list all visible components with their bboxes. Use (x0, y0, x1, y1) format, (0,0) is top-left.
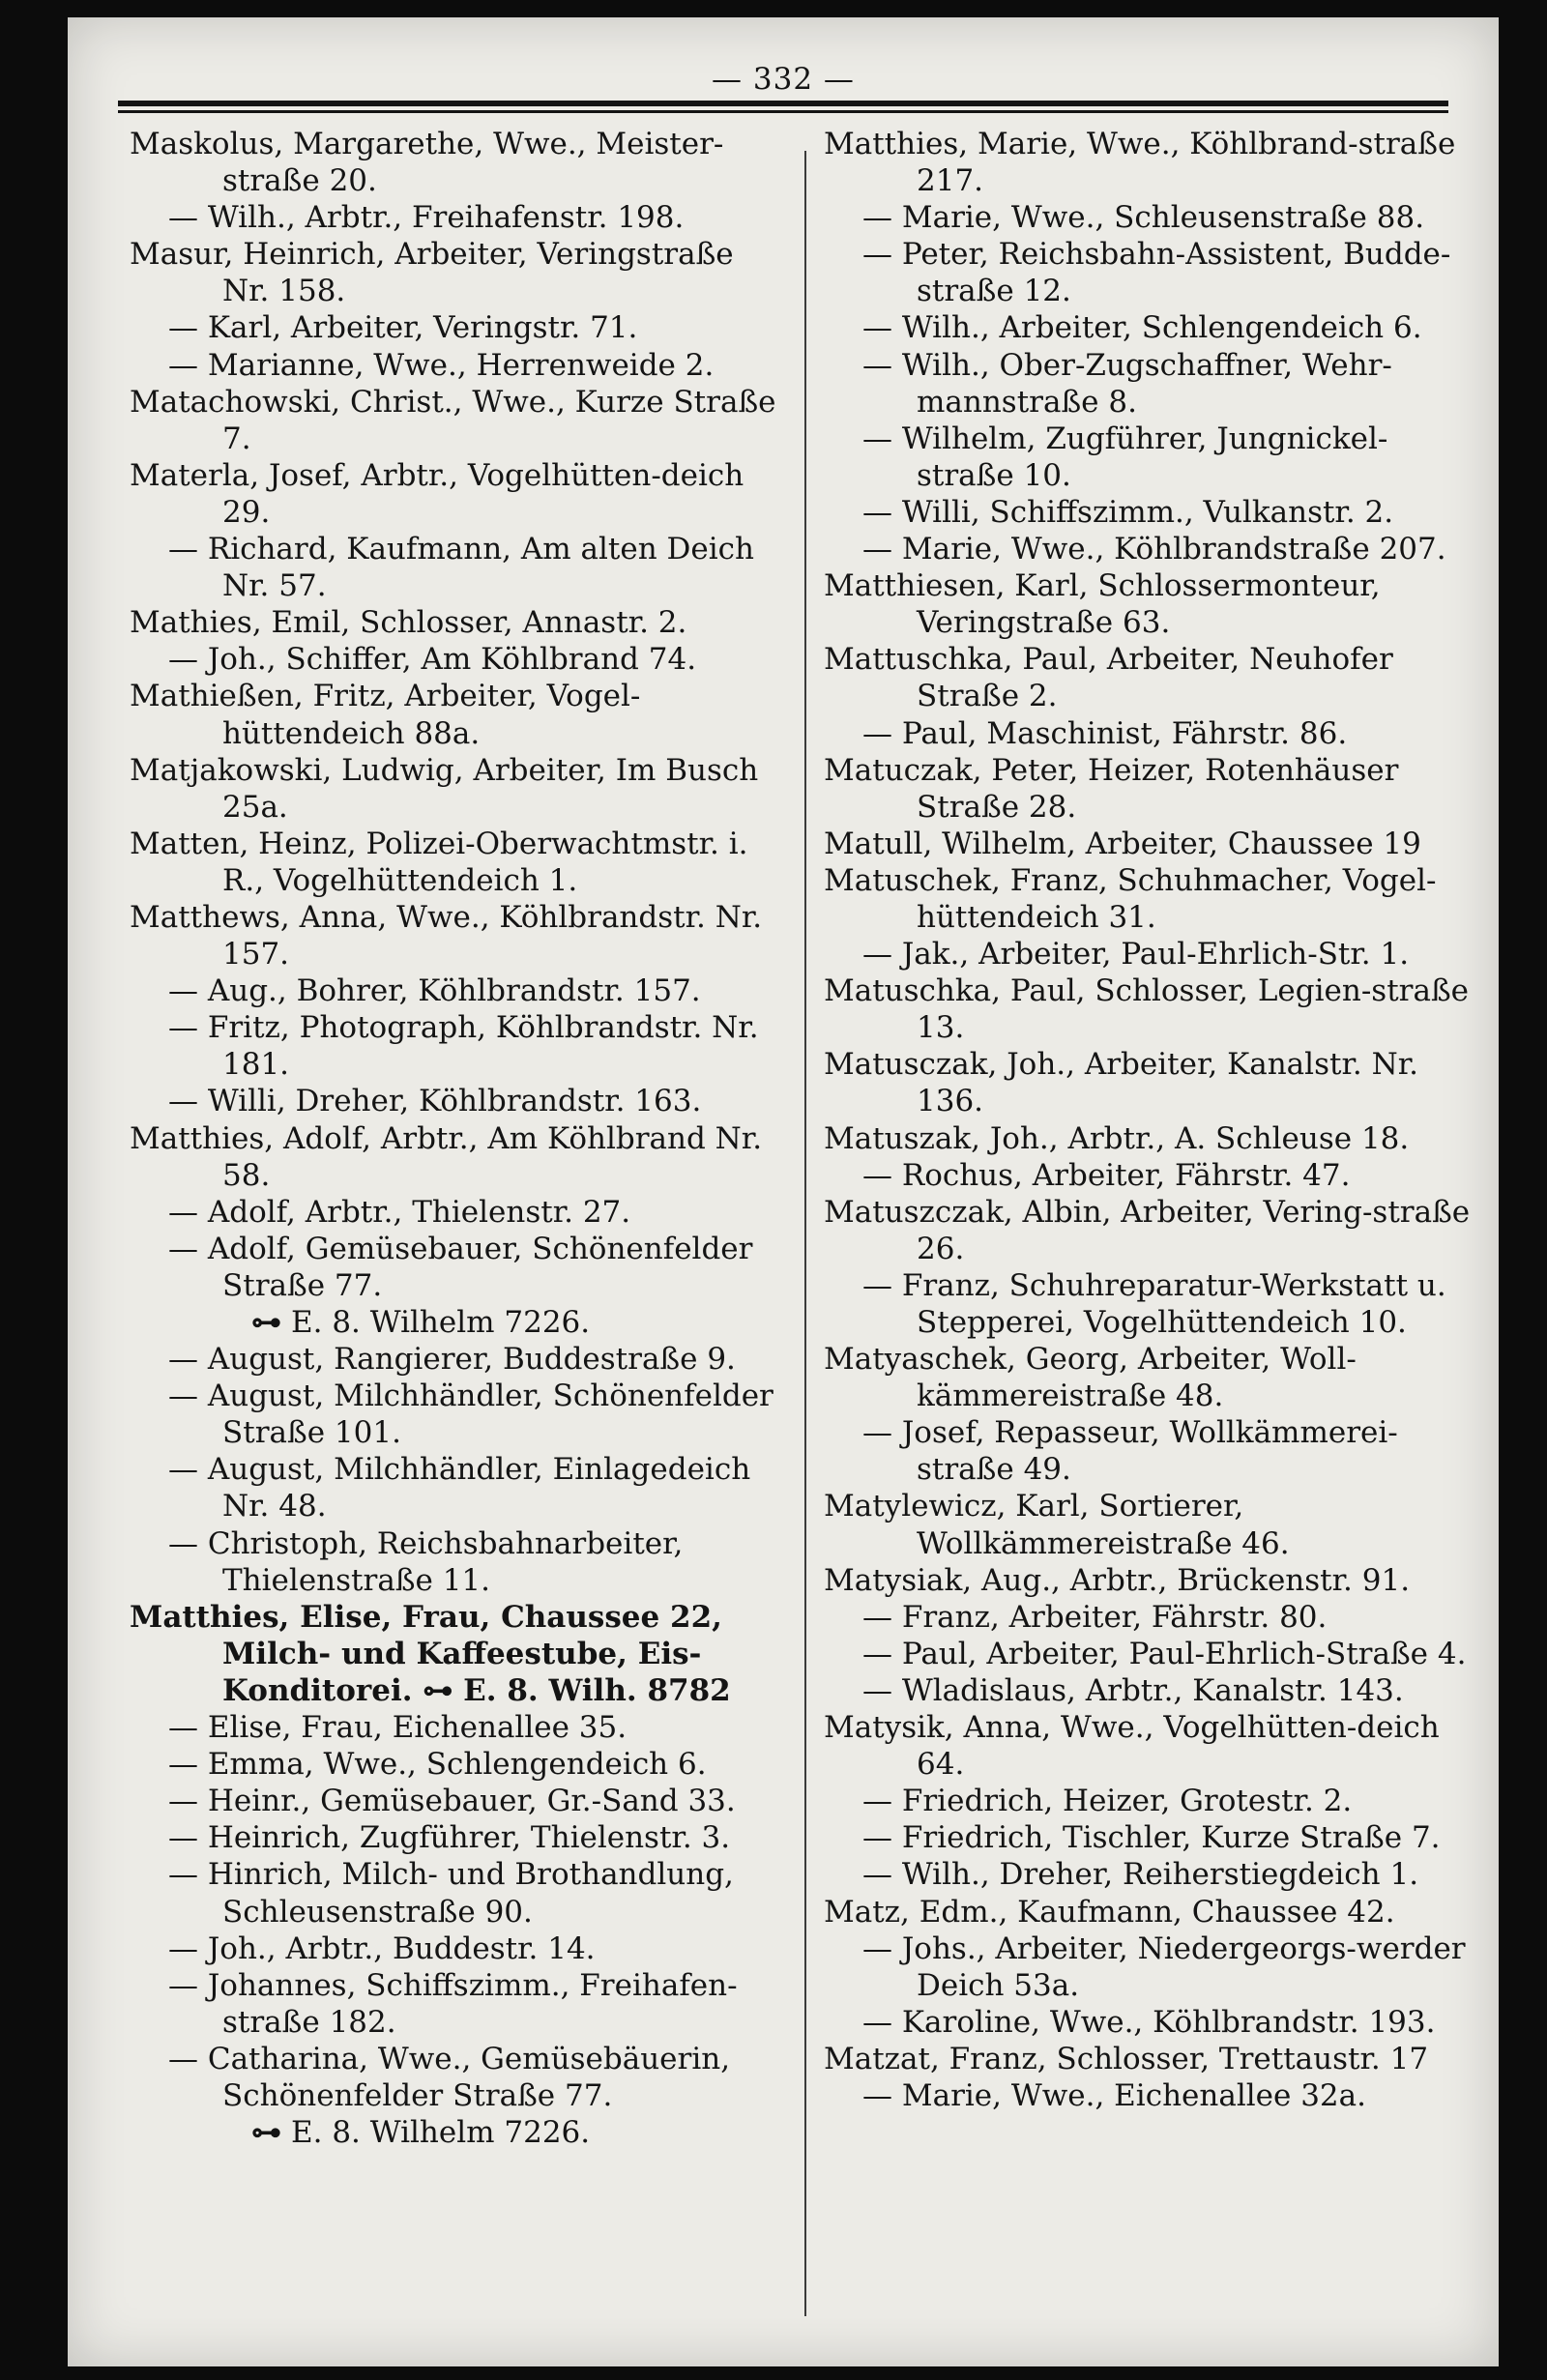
entry-text: Matull, Wilhelm, Arbeiter, Chaussee 19 (824, 826, 1421, 861)
entry-text: Matjakowski, Ludwig, Arbeiter, Im Busch 25a. (130, 752, 759, 825)
phone-line (130, 1304, 783, 1341)
directory-entry (130, 1231, 783, 1341)
entry-text: — Josef, Repasseur, Wollkämmerei-straße 49. (862, 1415, 1398, 1488)
entry-text: — Wilh., Arbtr., Freihafenstr. 198. (168, 200, 685, 236)
right-column (824, 126, 1481, 2114)
entry-text: Matylewicz, Karl, Sortierer, Wollkämmereistraße 46. (824, 1489, 1290, 1561)
entry-text: — Emma, Wwe., Schlengendeich 6. (168, 1747, 707, 1783)
directory-entry (130, 2041, 783, 2151)
directory-entry (824, 1819, 1481, 1856)
directory-entry (824, 1856, 1481, 1893)
directory-entry (824, 862, 1481, 936)
directory-entry (824, 641, 1481, 714)
directory-entry (824, 1267, 1481, 1341)
directory-entry (824, 1672, 1481, 1709)
entry-text: — Marie, Wwe., Köhlbrandstraße 207. (862, 532, 1446, 567)
entry-text: — Karoline, Wwe., Köhlbrandstr. 193. (862, 2004, 1436, 2040)
entry-text: — Fritz, Photograph, Köhlbrandstr. Nr. 181. (168, 1010, 759, 1083)
entry-text: — Heinr., Gemüsebauer, Gr.-Sand 33. (168, 1784, 736, 1819)
entry-text: — Marianne, Wwe., Herrenweide 2. (168, 347, 715, 383)
directory-entry (130, 309, 783, 346)
entry-text: — Wilh., Ober-Zugschaffner, Wehr-mannstraße 8. (862, 347, 1392, 420)
directory-entry (824, 1783, 1481, 1819)
directory-entry (824, 826, 1481, 862)
entry-text: Maskolus, Margarethe, Wwe., Meister-straße 20. (130, 127, 724, 199)
directory-entry (130, 1525, 783, 1599)
directory-entry (130, 1819, 783, 1856)
phone-line (130, 2114, 783, 2151)
entry-text: — Hinrich, Milch- und Brothandlung, Schleusenstraße 90. (168, 1857, 734, 1930)
entry-text: — August, Milchhändler, Einlagedeich Nr. 48. (168, 1452, 751, 1524)
directory-entry (824, 1709, 1481, 1783)
entry-text: — Paul, Arbeiter, Paul-Ehrlich-Straße 4. (862, 1636, 1467, 1671)
directory-entry (130, 1009, 783, 1083)
entry-text: — Johannes, Schiffszimm., Freihafen-straße 182. (168, 1967, 738, 2040)
directory-entry (824, 199, 1481, 236)
directory-entry (130, 1378, 783, 1451)
directory-entry (824, 1930, 1481, 2004)
entry-text: Matyaschek, Georg, Arbeiter, Woll-kämmereistraße 48. (824, 1342, 1357, 1414)
entry-text: — Richard, Kaufmann, Am alten Deich Nr. 57. (168, 532, 754, 604)
entry-text: — Friedrich, Heizer, Grotestr. 2. (862, 1784, 1353, 1819)
entry-text: — Heinrich, Zugführer, Thielenstr. 3. (168, 1820, 731, 1856)
telephone-icon: ⊶ (251, 2115, 281, 2151)
entry-text: — August, Rangierer, Buddestraße 9. (168, 1342, 736, 1378)
entry-text: — Adolf, Arbtr., Thielenstr. 27. (168, 1194, 631, 1230)
entry-text: — Wilhelm, Zugführer, Jungnickel-straße 10. (862, 421, 1388, 493)
entry-text: — Adolf, Gemüsebauer, Schönenfelder Straße 77. (168, 1231, 753, 1303)
entry-text: — Elise, Frau, Eichenallee 35. (168, 1710, 628, 1746)
header-rule-thin (118, 110, 1448, 113)
phone-number: E. 8. Wilhelm 7226. (291, 2115, 591, 2151)
directory-entry (824, 531, 1481, 567)
directory-entry (824, 2004, 1481, 2041)
entry-text: — Jak., Arbeiter, Paul-Ehrlich-Str. 1. (862, 937, 1410, 972)
directory-entry (824, 972, 1481, 1046)
directory-entry (130, 752, 783, 826)
entry-text: — Marie, Wwe., Eichenallee 32a. (862, 2077, 1366, 2113)
directory-entry (824, 1046, 1481, 1119)
entry-text: Matuczak, Peter, Heizer, Rotenhäuser Straße 28. (824, 752, 1399, 825)
page-number: — 332 — (712, 62, 855, 97)
entry-text: Matthies, Adolf, Arbtr., Am Köhlbrand Nr. 58. (130, 1120, 763, 1193)
entry-text: — Friedrich, Tischler, Kurze Straße 7. (862, 1820, 1441, 1856)
directory-entry (824, 715, 1481, 752)
directory-entry (824, 2077, 1481, 2114)
directory-entry (130, 236, 783, 309)
directory-entry (130, 678, 783, 751)
directory-page (68, 17, 1499, 2366)
entry-text: — Wilh., Dreher, Reiherstiegdeich 1. (862, 1857, 1419, 1893)
directory-entry (130, 1930, 783, 1967)
directory-entry (824, 1562, 1481, 1599)
telephone-icon: ⊶ (251, 1305, 281, 1340)
directory-entry (824, 309, 1481, 346)
directory-entry (824, 1599, 1481, 1636)
entry-text: Materla, Josef, Arbtr., Vogelhütten-deich 29. (130, 457, 744, 530)
entry-text: Mathießen, Fritz, Arbeiter, Vogel-hüttendeich 88a. (130, 679, 641, 751)
directory-entry (824, 1894, 1481, 1930)
directory-entry (824, 347, 1481, 421)
directory-entry (130, 1783, 783, 1819)
entry-text: Matthies, Marie, Wwe., Köhlbrand-straße 217. (824, 127, 1456, 199)
entry-text: — Willi, Schiffszimm., Vulkanstr. 2. (862, 494, 1394, 530)
directory-entry (130, 604, 783, 641)
entry-text: Mattuschka, Paul, Arbeiter, Neuhofer Straße 2. (824, 642, 1393, 714)
directory-entry (824, 567, 1481, 641)
entry-text: Matysik, Anna, Wwe., Vogelhütten-deich 64. (824, 1710, 1440, 1783)
directory-entry (130, 1599, 783, 1709)
directory-entry (130, 531, 783, 604)
entry-text: — Rochus, Arbeiter, Fährstr. 47. (862, 1157, 1351, 1193)
directory-entry (130, 126, 783, 199)
directory-entry (130, 972, 783, 1009)
entry-text: Matuschek, Franz, Schuhmacher, Vogel-hüttendeich 31. (824, 862, 1437, 935)
directory-entry (824, 752, 1481, 826)
entry-text: Matuszak, Joh., Arbtr., A. Schleuse 18. (824, 1120, 1410, 1156)
entry-text: — Franz, Schuhreparatur-Werkstatt u. Stepperei, Vogelhüttendeich 10. (862, 1267, 1446, 1340)
entry-text: Masur, Heinrich, Arbeiter, Veringstraße Nr. 158. (130, 237, 734, 309)
entry-text: Matachowski, Christ., Wwe., Kurze Straße 7. (130, 384, 776, 456)
entry-text: — Marie, Wwe., Schleusenstraße 88. (862, 200, 1425, 236)
directory-entry (824, 1341, 1481, 1414)
phone-number: E. 8. Wilhelm 7226. (291, 1305, 591, 1340)
entry-text: — August, Milchhändler, Schönenfelder Straße 101. (168, 1379, 774, 1451)
directory-entry (824, 126, 1481, 199)
directory-entry (824, 1414, 1481, 1488)
entry-text: — Joh., Arbtr., Buddestr. 14. (168, 1930, 596, 1966)
entry-text: — Johs., Arbeiter, Niedergeorgs-werder Deich 53a. (862, 1930, 1466, 2003)
directory-entry (824, 1636, 1481, 1672)
entry-text: — Catharina, Wwe., Gemüsebäuerin, Schönenfelder Straße 77. (168, 2041, 731, 2113)
directory-entry (824, 494, 1481, 531)
entry-text: — Paul, Maschinist, Fährstr. 86. (862, 715, 1348, 751)
entry-text: — Willi, Dreher, Köhlbrandstr. 163. (168, 1084, 702, 1119)
entry-text: Matten, Heinz, Polizei-Oberwachtmstr. i. R., Vogelhüttendeich 1. (130, 826, 748, 898)
entry-text: Matthiesen, Karl, Schlossermonteur, Veringstraße 63. (824, 568, 1381, 641)
entry-text: Matthews, Anna, Wwe., Köhlbrandstr. Nr. 157. (130, 899, 763, 972)
entry-text: Matzat, Franz, Schlosser, Trettaustr. 17 (824, 2041, 1429, 2076)
left-column (130, 126, 783, 2151)
directory-entry (130, 1856, 783, 1930)
directory-entry (824, 2041, 1481, 2077)
directory-entry (130, 1967, 783, 2041)
directory-entry (824, 236, 1481, 309)
directory-entry (130, 1194, 783, 1231)
entry-text: Matthies, Elise, Frau, Chaussee 22, Milch- und Kaffeestube, Eis-Konditorei. ⊶ E. 8. Wilh. 8782 (130, 1599, 731, 1708)
entry-text: — Franz, Arbeiter, Fährstr. 80. (862, 1599, 1328, 1635)
directory-entry (130, 641, 783, 678)
entry-text: Matysiak, Aug., Arbtr., Brückenstr. 91. (824, 1562, 1411, 1598)
entry-text: Matuszczak, Albin, Arbeiter, Vering-straße 26. (824, 1194, 1471, 1266)
directory-entry (824, 1194, 1481, 1267)
entry-text: — Wladislaus, Arbtr., Kanalstr. 143. (862, 1672, 1404, 1708)
entry-text: Mathies, Emil, Schlosser, Annastr. 2. (130, 605, 687, 641)
directory-entry (130, 899, 783, 972)
directory-entry (824, 936, 1481, 972)
directory-entry (130, 1341, 783, 1378)
directory-entry (130, 199, 783, 236)
column-divider (804, 151, 806, 2316)
directory-entry (824, 1120, 1481, 1157)
directory-entry (130, 1746, 783, 1783)
directory-entry (130, 347, 783, 384)
entry-text: Matusczak, Joh., Arbeiter, Kanalstr. Nr. 136. (824, 1047, 1418, 1119)
directory-entry (130, 1709, 783, 1746)
entry-text: — Wilh., Arbeiter, Schlengendeich 6. (862, 310, 1422, 346)
entry-text: — Christoph, Reichsbahnarbeiter, Thielenstraße 11. (168, 1525, 684, 1598)
directory-entry (130, 457, 783, 531)
entry-text: — Karl, Arbeiter, Veringstr. 71. (168, 310, 638, 346)
directory-entry (130, 1451, 783, 1524)
directory-entry (824, 421, 1481, 494)
directory-entry (130, 1120, 783, 1194)
entry-text: — Aug., Bohrer, Köhlbrandstr. 157. (168, 973, 701, 1009)
entry-text: Matz, Edm., Kaufmann, Chaussee 42. (824, 1894, 1395, 1930)
entry-text: — Joh., Schiffer, Am Köhlbrand 74. (168, 642, 697, 678)
directory-entry (130, 826, 783, 899)
directory-entry (130, 384, 783, 457)
directory-entry (824, 1157, 1481, 1194)
directory-entry (824, 1488, 1481, 1561)
directory-entry (130, 1083, 783, 1119)
entry-text: — Peter, Reichsbahn-Assistent, Budde-straße 12. (862, 237, 1451, 309)
header-rule-thick (118, 101, 1448, 106)
entry-text: Matuschka, Paul, Schlosser, Legien-straße 13. (824, 973, 1470, 1046)
